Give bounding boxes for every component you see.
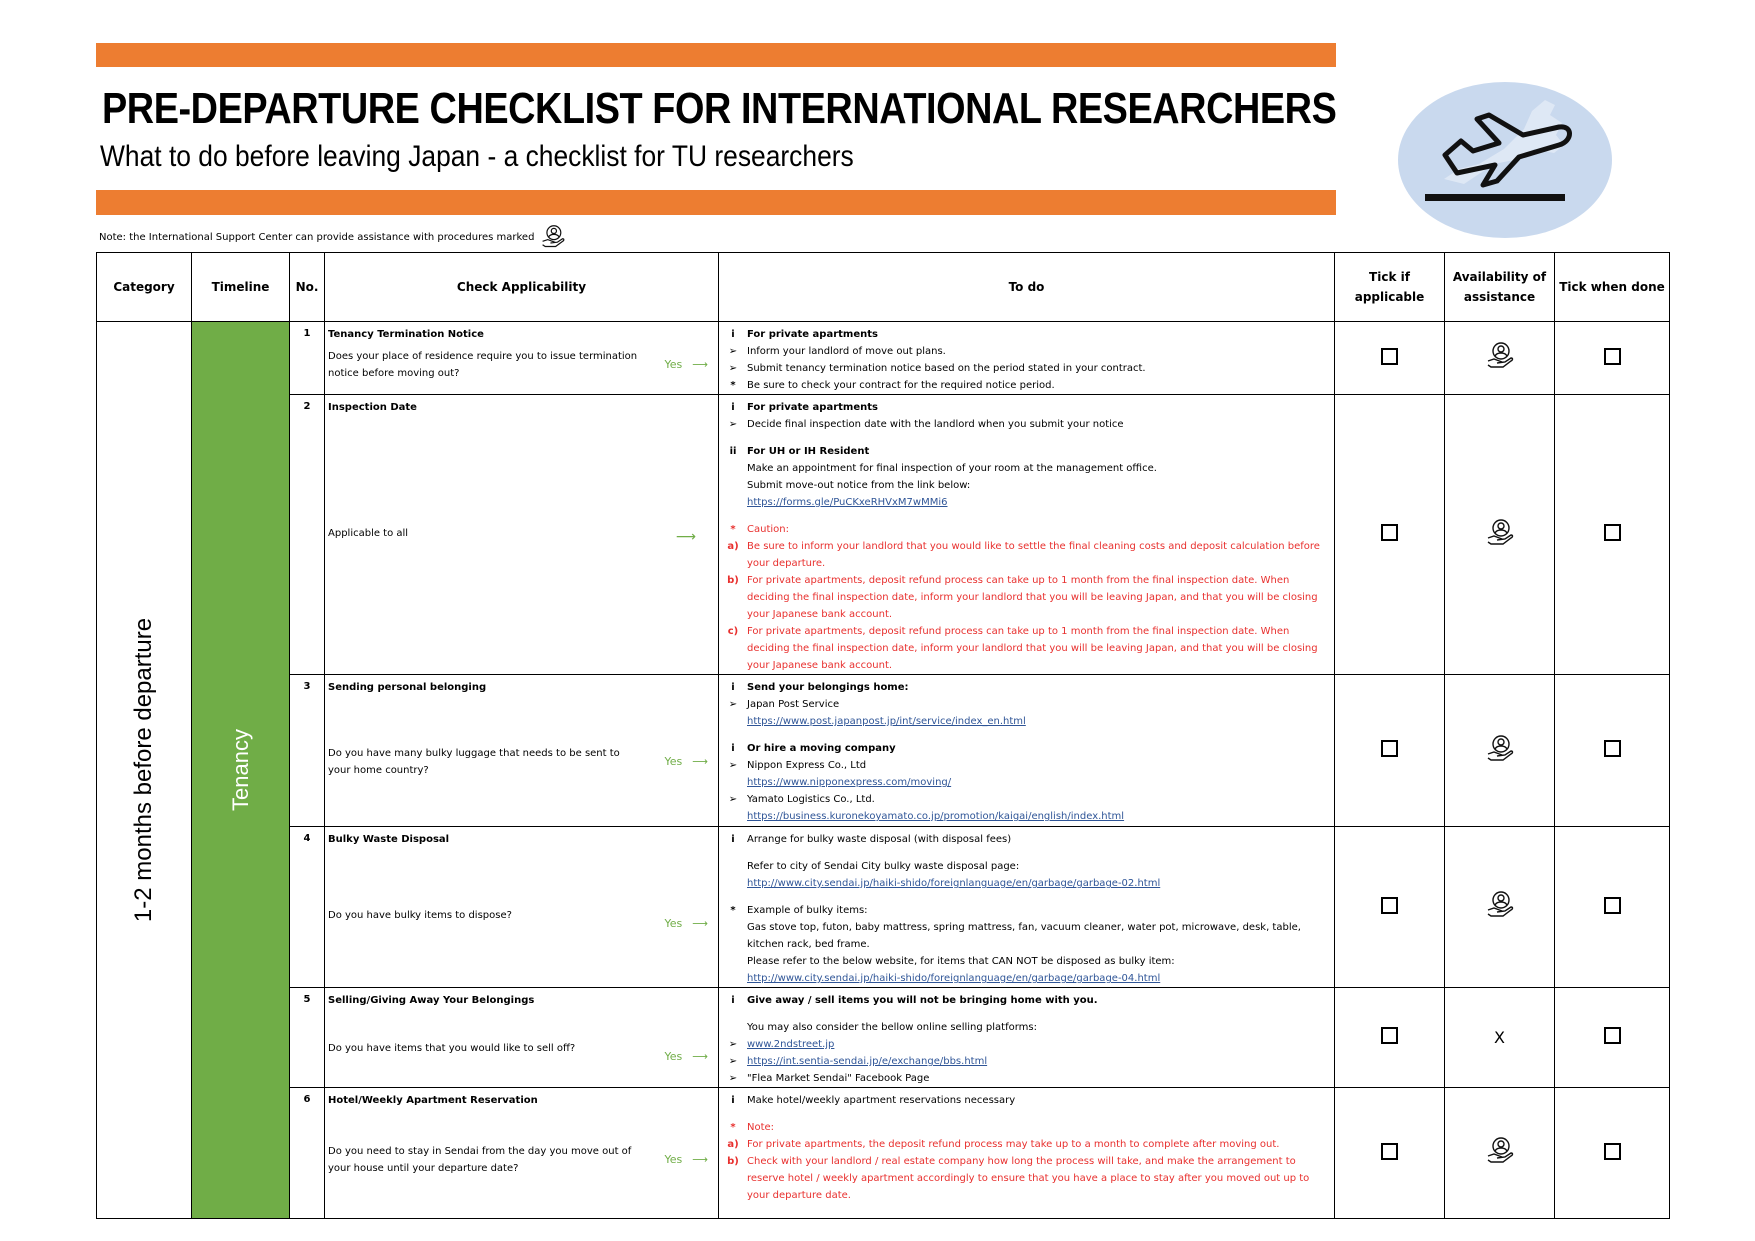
todo-marker [719, 953, 747, 970]
tick-applicable-cell [1335, 395, 1445, 675]
todo-marker: * [730, 905, 736, 916]
todo-marker [719, 1019, 747, 1036]
todo-text: Inform your landlord of move out plans. [747, 346, 946, 357]
todo-marker: * [730, 524, 736, 535]
tick-applicable-cell [1335, 988, 1445, 1088]
todo-marker: ii [729, 446, 737, 457]
todo-marker: i [731, 1095, 735, 1106]
todo-link[interactable]: https://www.nipponexpress.com/moving/ [747, 777, 952, 788]
header-tick-applicable: Tick if applicable [1335, 253, 1445, 322]
todo-cell [719, 1088, 1335, 1219]
todo-marker [719, 970, 747, 987]
todo-text: For private apartments [747, 329, 878, 340]
todo-marker: c) [727, 626, 739, 637]
item-title: Hotel/Weekly Apartment Reservation [328, 1095, 538, 1106]
todo-line [719, 1070, 1334, 1087]
tick-done-checkbox[interactable] [1604, 740, 1621, 757]
item-title: Sending personal belonging [328, 682, 487, 693]
todo-text: Give away / sell items you will not be bringing home with you. [747, 995, 1098, 1006]
todo-line [719, 623, 1334, 674]
yes-indicator [664, 915, 708, 932]
applicability-question: Do you need to stay in Sendai from the day you move out of your house until your departure date? [328, 1146, 632, 1174]
tick-applicable-checkbox[interactable] [1381, 897, 1398, 914]
assistance-note [99, 224, 566, 250]
assistance-icon [1485, 734, 1515, 764]
todo-line [719, 538, 1334, 572]
assistance-icon [1485, 518, 1515, 548]
tick-applicable-cell [1335, 827, 1445, 988]
todo-marker [719, 460, 747, 477]
todo-line [719, 808, 1334, 825]
todo-spacer [719, 1009, 1334, 1019]
applicability-question: Do you have bulky items to dispose? [328, 910, 512, 921]
todo-line [719, 494, 1334, 511]
todo-marker [719, 858, 747, 875]
todo-marker [719, 494, 747, 511]
tick-applicable-cell [1335, 322, 1445, 395]
todo-text: For private apartments, the deposit refund process may take up to a month to complete after moving out. [747, 1139, 1280, 1150]
yes-indicator [664, 1048, 708, 1065]
todo-text: For private apartments, deposit refund process can take up to 1 month from the final inspection date. When deciding the final inspection date, inform your landlord that you will be leaving Japan, and that you will be closing your Japanese bank account. [747, 626, 1318, 671]
todo-line [719, 679, 1334, 696]
todo-cell [719, 395, 1335, 675]
todo-cell [719, 322, 1335, 395]
availability-cell [1445, 675, 1555, 827]
todo-text: Be sure to check your contract for the required notice period. [747, 380, 1055, 391]
todo-marker [719, 919, 747, 953]
todo-spacer [719, 848, 1334, 858]
todo-spacer [719, 892, 1334, 902]
todo-line [719, 572, 1334, 623]
todo-link[interactable]: https://www.post.japanpost.jp/int/service/index_en.html [747, 716, 1026, 727]
table-row [97, 988, 1670, 1088]
todo-marker [719, 774, 747, 791]
todo-text: Make an appointment for final inspection of your room at the management office. [747, 463, 1157, 474]
todo-line [719, 377, 1334, 394]
header-timeline: Timeline [192, 253, 290, 322]
tick-applicable-checkbox[interactable] [1381, 524, 1398, 541]
applicability-question: Applicable to all [328, 528, 409, 539]
table-row [97, 322, 1670, 395]
tick-done-cell [1555, 1088, 1670, 1219]
arrow-indicator: ⟶ [692, 1050, 708, 1063]
tick-done-cell [1555, 395, 1670, 675]
todo-text: Be sure to inform your landlord that you would like to settle the final cleaning costs and deposit calculation before your departure. [747, 541, 1320, 569]
todo-text: Check with your landlord / real estate company how long the process will take, and make the arrangement to reserve hotel / weekly apartment accordingly to ensure that you have a place to stay after you moved out up to your departure date. [747, 1156, 1310, 1201]
applicability-question: Do you have many bulky luggage that needs to be sent to your home country? [328, 748, 620, 776]
todo-line [719, 1053, 1334, 1070]
tick-applicable-checkbox[interactable] [1381, 740, 1398, 757]
todo-marker: b) [727, 575, 739, 586]
table-row [97, 395, 1670, 675]
todo-line [719, 477, 1334, 494]
todo-text: Gas stove top, futon, baby mattress, spring mattress, fan, vacuum cleaner, water pot, microwave, desk, table, kitchen rack, bed frame. [747, 922, 1301, 950]
category-cell [97, 322, 192, 1219]
todo-text: Japan Post Service [747, 699, 840, 710]
yes-label: Yes [664, 1050, 683, 1063]
todo-link[interactable]: https://business.kuronekoyamato.co.jp/promotion/kaigai/english/index.html [747, 811, 1125, 822]
todo-line [719, 953, 1334, 970]
arrow-indicator: ⟶ [692, 755, 708, 768]
tick-applicable-checkbox[interactable] [1381, 1143, 1398, 1160]
todo-line [719, 791, 1334, 808]
todo-text: Arrange for bulky waste disposal (with disposal fees) [747, 834, 1012, 845]
availability-cell [1445, 395, 1555, 675]
todo-text: For private apartments [747, 402, 878, 413]
item-title: Selling/Giving Away Your Belongings [328, 995, 535, 1006]
assistance-icon [1485, 1136, 1515, 1166]
todo-line [719, 970, 1334, 987]
yes-label: Yes [664, 755, 683, 768]
row-number: 1 [290, 322, 325, 395]
todo-marker: i [731, 995, 735, 1006]
check-applicability-cell [325, 827, 719, 988]
item-title: Bulky Waste Disposal [328, 834, 450, 845]
todo-line [719, 1119, 1334, 1136]
todo-marker: i [731, 743, 735, 754]
todo-text: Example of bulky items: [747, 905, 868, 916]
todo-line [719, 443, 1334, 460]
todo-text: For UH or IH Resident [747, 446, 870, 457]
todo-line [719, 902, 1334, 919]
yes-indicator [664, 1151, 708, 1168]
todo-line [719, 919, 1334, 953]
todo-marker: * [730, 1122, 736, 1133]
todo-marker [719, 713, 747, 730]
timeline-cell [192, 322, 290, 1219]
check-applicability-cell [325, 988, 719, 1088]
todo-line [719, 416, 1334, 433]
row-number: 2 [290, 395, 325, 675]
todo-text: Please refer to the below website, for items that CAN NOT be disposed as bulky item: [747, 956, 1175, 967]
todo-cell [719, 988, 1335, 1088]
todo-text: Nippon Express Co., Ltd [747, 760, 867, 771]
todo-line [719, 521, 1334, 538]
check-applicability-cell [325, 322, 719, 395]
todo-link[interactable]: https://forms.gle/PuCKxeRHVxM7wMMi6 [747, 497, 948, 508]
todo-marker: ➢ [728, 794, 738, 805]
header-check-applicability: Check Applicability [325, 253, 719, 322]
tick-applicable-cell [1335, 675, 1445, 827]
availability-cell [1445, 322, 1555, 395]
todo-line [719, 1153, 1334, 1204]
page-subtitle: What to do before leaving Japan - a checklist for TU researchers [100, 140, 854, 173]
todo-line [719, 360, 1334, 377]
todo-line [719, 757, 1334, 774]
table-row [97, 827, 1670, 988]
arrow-indicator: ⟶ [692, 358, 708, 371]
todo-marker [719, 477, 747, 494]
todo-marker: i [731, 834, 735, 845]
todo-text: Refer to city of Sendai City bulky waste disposal page: [747, 861, 1020, 872]
tick-done-checkbox[interactable] [1604, 524, 1621, 541]
todo-text: Decide final inspection date with the landlord when you submit your notice [747, 419, 1124, 430]
tick-done-checkbox[interactable] [1604, 348, 1621, 365]
note-text: Note: the International Support Center can provide assistance with procedures marked [99, 231, 535, 243]
todo-line [719, 992, 1334, 1009]
todo-text: "Flea Market Sendai" Facebook Page [747, 1073, 930, 1084]
row-number: 3 [290, 675, 325, 827]
check-applicability-cell [325, 395, 719, 675]
header-availability: Availability of assistance [1445, 253, 1555, 322]
todo-spacer [719, 1109, 1334, 1119]
tick-applicable-cell [1335, 1088, 1445, 1219]
todo-marker: a) [727, 541, 739, 552]
todo-text: Send your belongings home: [747, 682, 909, 693]
availability-cell [1445, 1088, 1555, 1219]
todo-spacer [719, 433, 1334, 443]
airplane-departure-icon [1395, 80, 1615, 240]
todo-line [719, 1036, 1334, 1053]
yes-label: Yes [664, 917, 683, 930]
todo-marker: b) [727, 1156, 739, 1167]
todo-marker: ➢ [728, 419, 738, 430]
arrow-indicator: ⟶ [675, 529, 696, 545]
assistance-icon [1485, 341, 1515, 371]
checklist-table [96, 252, 1670, 1219]
todo-text: Caution: [747, 524, 789, 535]
todo-line [719, 343, 1334, 360]
todo-line [719, 1019, 1334, 1036]
tick-done-cell [1555, 827, 1670, 988]
todo-line [719, 858, 1334, 875]
table-row [97, 1088, 1670, 1219]
todo-line [719, 1136, 1334, 1153]
todo-line [719, 1092, 1334, 1109]
todo-text: You may also consider the bellow online selling platforms: [747, 1022, 1037, 1033]
todo-line [719, 774, 1334, 791]
tick-done-checkbox[interactable] [1604, 1143, 1621, 1160]
check-applicability-cell [325, 675, 719, 827]
todo-marker: ➢ [728, 346, 738, 357]
todo-text: Note: [747, 1122, 775, 1133]
item-title: Inspection Date [328, 402, 417, 413]
page-title: PRE-DEPARTURE CHECKLIST FOR INTERNATIONAL RESEARCHERS [102, 84, 1337, 133]
todo-marker [719, 808, 747, 825]
todo-line [719, 696, 1334, 713]
applicability-question: Does your place of residence require you to issue termination notice before moving out? [328, 351, 638, 379]
todo-link[interactable]: http://www.city.sendai.jp/haiki-shido/foreignlanguage/en/garbage/garbage-02.html [747, 878, 1161, 889]
todo-marker: a) [727, 1139, 739, 1150]
todo-line [719, 399, 1334, 416]
todo-marker: i [731, 402, 735, 413]
todo-marker: i [731, 329, 735, 340]
todo-marker: ➢ [728, 1039, 738, 1050]
tick-done-cell [1555, 988, 1670, 1088]
todo-marker: ➢ [728, 760, 738, 771]
tick-applicable-checkbox[interactable] [1381, 348, 1398, 365]
todo-link[interactable]: http://www.city.sendai.jp/haiki-shido/foreignlanguage/en/garbage/garbage-04.html [747, 973, 1161, 984]
header-no: No. [290, 253, 325, 322]
todo-marker: ➢ [728, 1073, 738, 1084]
assistance-icon [540, 224, 566, 250]
todo-marker: * [730, 380, 736, 391]
tick-done-cell [1555, 675, 1670, 827]
yes-label: Yes [664, 1153, 683, 1166]
todo-text: For private apartments, deposit refund process can take up to 1 month from the final inspection date. When deciding the final inspection date, inform your landlord that you will be leaving Japan, and that you will be closing your Japanese bank account. [747, 575, 1318, 620]
todo-link[interactable]: www.2ndstreet.jp [747, 1039, 835, 1050]
todo-marker: ➢ [728, 699, 738, 710]
timeline-label: Tenancy [227, 729, 253, 811]
yes-label: Yes [664, 358, 683, 371]
todo-line [719, 326, 1334, 343]
todo-marker: i [731, 682, 735, 693]
todo-link[interactable]: https://int.sentia-sendai.jp/e/exchange/bbs.html [747, 1056, 988, 1067]
todo-line [719, 740, 1334, 757]
todo-spacer [719, 511, 1334, 521]
todo-text: Or hire a moving company [747, 743, 896, 754]
tick-done-checkbox[interactable] [1604, 897, 1621, 914]
header-bottom-bar [96, 190, 1336, 215]
availability-cell [1445, 827, 1555, 988]
header-todo: To do [719, 253, 1335, 322]
table-row [97, 675, 1670, 827]
arrow-indicator: ⟶ [692, 917, 708, 930]
todo-line [719, 875, 1334, 892]
tick-done-cell [1555, 322, 1670, 395]
todo-text: Submit tenancy termination notice based on the period stated in your contract. [747, 363, 1146, 374]
tick-applicable-checkbox[interactable] [1381, 1027, 1398, 1044]
arrow-indicator: ⟶ [692, 1153, 708, 1166]
todo-spacer [719, 730, 1334, 740]
tick-done-checkbox[interactable] [1604, 1027, 1621, 1044]
todo-line [719, 713, 1334, 730]
todo-text: Submit move-out notice from the link below: [747, 480, 971, 491]
availability-cell [1445, 988, 1555, 1088]
applicability-question: Do you have items that you would like to sell off? [328, 1043, 576, 1054]
item-title: Tenancy Termination Notice [328, 329, 484, 340]
yes-indicator [664, 356, 708, 373]
todo-line [719, 460, 1334, 477]
table-header-row [97, 253, 1670, 322]
header-top-bar [96, 43, 1336, 67]
todo-line [719, 831, 1334, 848]
todo-cell [719, 827, 1335, 988]
header-tick-done: Tick when done [1555, 253, 1670, 322]
assistance-icon [1485, 890, 1515, 920]
todo-cell [719, 675, 1335, 827]
row-number: 6 [290, 1088, 325, 1219]
header-category: Category [97, 253, 192, 322]
todo-text: Yamato Logistics Co., Ltd. [747, 794, 875, 805]
yes-indicator [664, 753, 708, 770]
todo-marker [719, 875, 747, 892]
category-label: 1-2 months before departure [130, 617, 157, 923]
row-number: 5 [290, 988, 325, 1088]
check-applicability-cell [325, 1088, 719, 1219]
todo-marker: ➢ [728, 1056, 738, 1067]
no-assistance-mark: X [1494, 1028, 1505, 1047]
row-number: 4 [290, 827, 325, 988]
todo-text: Make hotel/weekly apartment reservations necessary [747, 1095, 1016, 1106]
todo-marker: ➢ [728, 363, 738, 374]
